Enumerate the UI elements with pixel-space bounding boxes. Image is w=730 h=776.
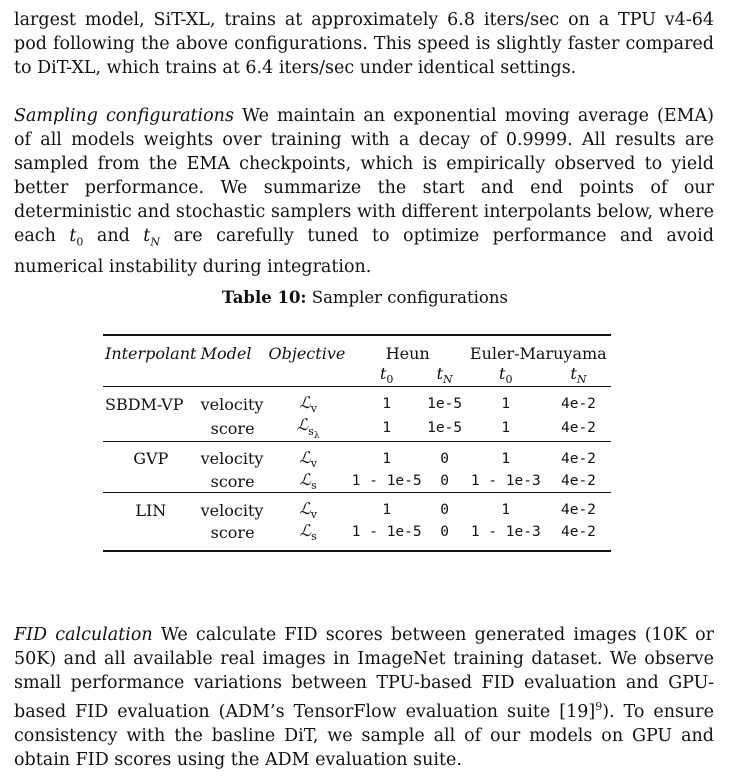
subheader-em-t0: $t_0$ (499, 364, 513, 387)
cell-objective: ℒ$_v$ (267, 387, 350, 416)
table-row (103, 441, 611, 470)
paragraph-text: ). To ensure consistency with the basline DiT, we sample all of our models on GPU and obtain FID scores using the ADM evaluation suite. (14, 701, 714, 770)
cell-em-tN: 4e-2 (560, 473, 596, 490)
paragraph-fid-calculation (14, 623, 714, 772)
paragraph-text: We maintain an exponential moving average (EMA) of all models weights over training with a decay of 0.9999. All results are sampled from the EMA checkpoints, which is empirically observed to yield better performance. We summarize the start and end points of our deterministic and stochastic samplers with different interpolants below, where each (14, 106, 714, 246)
cell-heun-t0: 1 (350, 493, 424, 522)
cell-objective: ℒ$_v$ (267, 441, 350, 470)
cell-em-tN: 4e-2 (546, 521, 611, 550)
cell-heun-tN: 0 (424, 441, 466, 470)
cell-model: velocity (199, 441, 267, 470)
cell-em-t0: 1 - 1e-3 (470, 473, 541, 490)
subheader-heun-tN: $t_N$ (436, 364, 453, 387)
sampler-configurations-table (103, 334, 611, 552)
cell-heun-tN: 1e-5 (427, 420, 463, 437)
math-tN: $t_N$ (143, 226, 160, 249)
table-caption (0, 288, 730, 307)
cell-objective: ℒ$_v$ (267, 493, 350, 522)
cell-heun-tN: 1e-5 (424, 387, 466, 416)
table-header-row (103, 335, 611, 364)
table-row (103, 470, 611, 493)
table-row (103, 493, 611, 522)
cell-heun-t0: 1 (350, 387, 424, 416)
header-interpolant: Interpolant (103, 335, 199, 364)
paragraph-lead: Sampling configurations (14, 106, 234, 126)
paragraph-training-speed: largest model, SiT-XL, trains at approximately 6.8 iters/sec on a TPU v4-64 pod following the above configurations. This speed is slightly faster compared to DiT-XL, which trains at 6.4 iters/sec under identical settings. (14, 10, 714, 78)
cell-model: velocity (199, 387, 267, 416)
cell-interpolant (103, 415, 199, 441)
table-subheader-row (103, 364, 611, 387)
cell-interpolant: LIN (103, 493, 199, 522)
cell-em-tN: 4e-2 (546, 493, 611, 522)
cell-interpolant (103, 470, 199, 493)
cell-em-t0: 1 - 1e-3 (466, 521, 546, 550)
cell-objective: ℒ$_{s_\lambda}$ (296, 415, 320, 441)
cell-em-tN: 4e-2 (546, 387, 611, 416)
cell-heun-t0: 1 (382, 420, 392, 437)
cell-heun-t0: 1 (350, 441, 424, 470)
footnote-marker: 9 (595, 700, 603, 713)
paragraph-text: We calculate FID scores between generated images (10K or 50K) and all available real images in ImageNet training dataset. We observe small performance variations between TPU-based FID evaluation and GPU-based FID evaluation (ADM’s TensorFlow evaluation suite [19] (14, 625, 714, 722)
paragraph-text: and (83, 226, 144, 246)
cell-em-t0: 1 (466, 387, 546, 416)
cell-interpolant (103, 521, 199, 550)
cell-objective: ℒ$_s$ (267, 521, 350, 550)
paragraph-sampling-configurations (14, 104, 714, 279)
cell-em-tN: 4e-2 (560, 420, 596, 437)
cell-model: score (210, 471, 255, 491)
cell-em-tN: 4e-2 (546, 441, 611, 470)
paragraph-lead: FID calculation (14, 625, 153, 645)
math-t0: $t_0$ (69, 226, 84, 249)
header-objective: Objective (267, 335, 350, 364)
table-row (103, 415, 611, 441)
cell-model: score (199, 521, 267, 550)
paragraph-text: are carefully tuned to optimize performance and avoid numerical instability during integration. (14, 226, 714, 277)
cell-interpolant: SBDM-VP (103, 387, 199, 416)
header-euler-maruyama: Euler-Maruyama (466, 335, 611, 364)
cell-heun-t0: 1 - 1e-5 (351, 473, 422, 490)
subheader-em-tN: $t_N$ (570, 364, 587, 387)
cell-interpolant: GVP (103, 441, 199, 470)
table-caption-text: Sampler configurations (306, 288, 508, 307)
cell-em-t0: 1 (466, 493, 546, 522)
cell-em-t0: 1 (501, 420, 511, 437)
table-row (103, 387, 611, 416)
cell-model: velocity (199, 493, 267, 522)
cell-heun-tN: 0 (440, 473, 449, 490)
header-model: Model (199, 335, 267, 364)
subheader-heun-t0: $t_0$ (379, 364, 394, 387)
cell-objective: ℒ$_s$ (299, 469, 317, 493)
cell-model: score (210, 418, 255, 438)
cell-em-t0: 1 (466, 441, 546, 470)
cell-heun-tN: 0 (424, 521, 466, 550)
cell-heun-t0: 1 - 1e-5 (350, 521, 424, 550)
table-row (103, 521, 611, 550)
cell-heun-tN: 0 (424, 493, 466, 522)
table-label: Table 10: (222, 288, 307, 307)
header-heun: Heun (350, 335, 466, 364)
